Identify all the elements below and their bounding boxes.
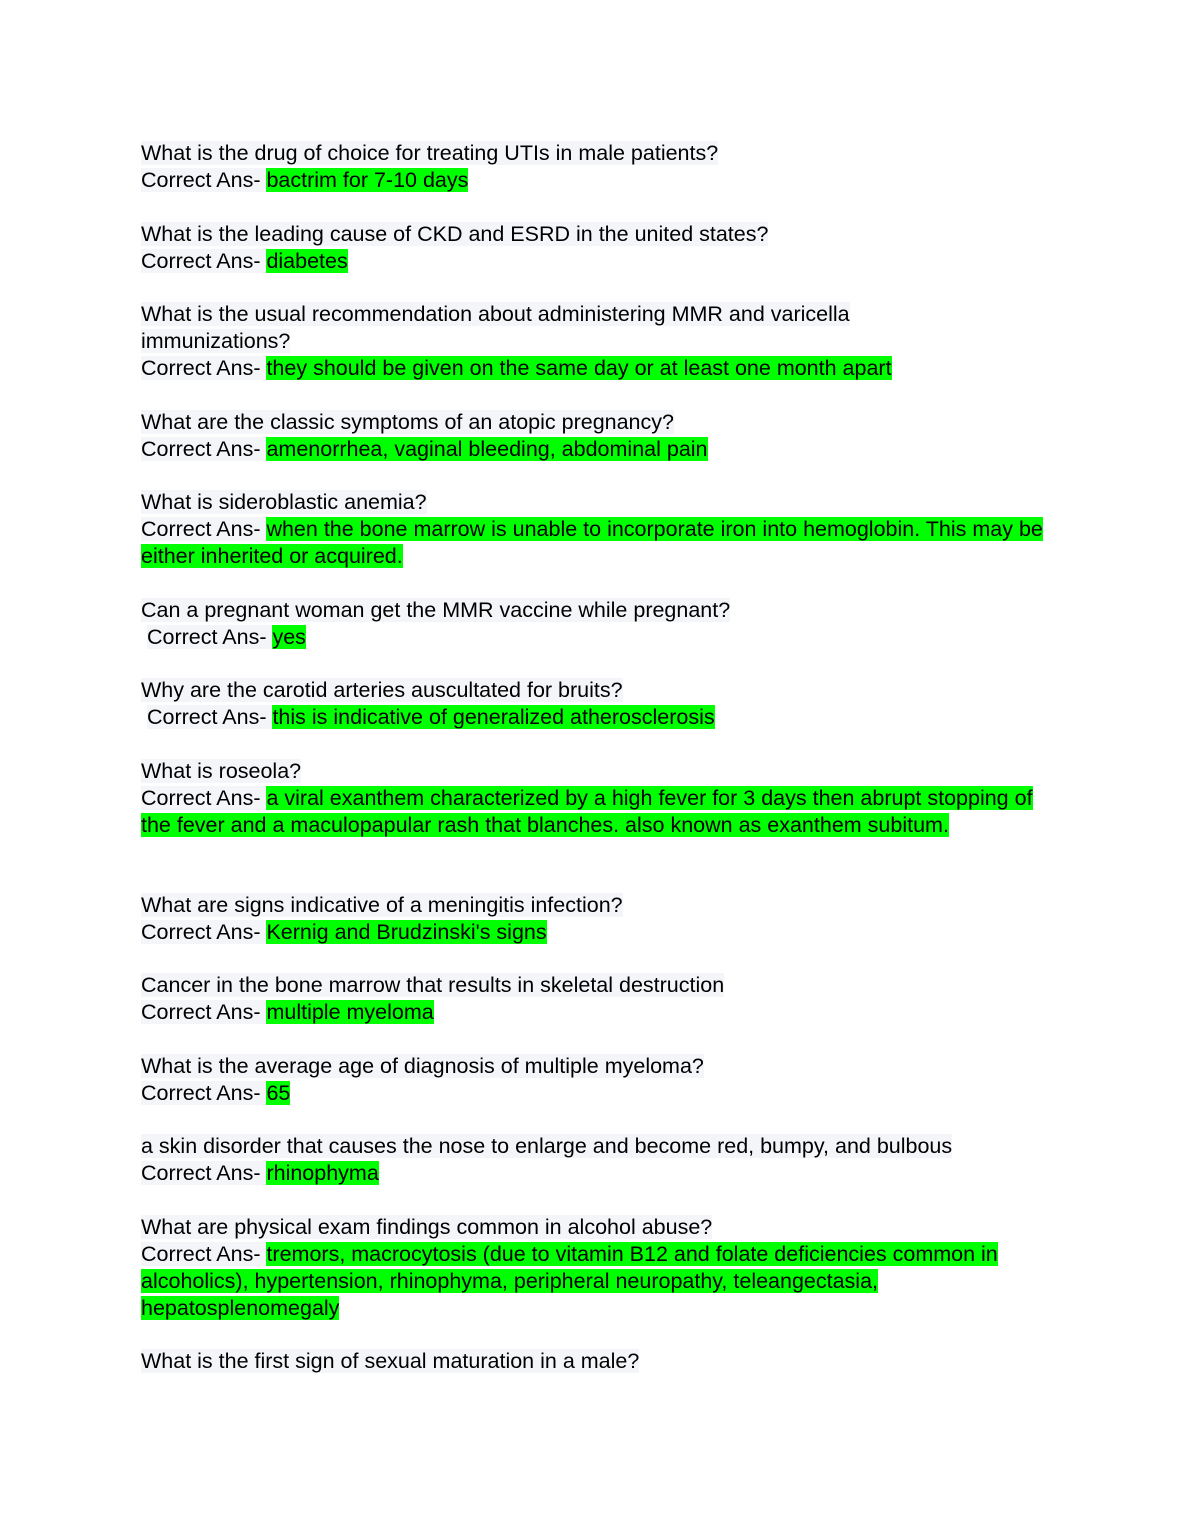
question-text: What are signs indicative of a meningitis infection? <box>141 893 623 917</box>
answer-highlight: yes <box>272 625 306 649</box>
answer-prefix: Correct Ans- <box>147 705 273 729</box>
answer-line <box>141 999 1061 1026</box>
question-text: What is roseola? <box>141 759 302 783</box>
question-text: Cancer in the bone marrow that results in skeletal destruction <box>141 973 725 997</box>
qa-item-14 <box>141 1348 1061 1375</box>
answer-highlight: bactrim for 7-10 days <box>266 168 469 192</box>
answer-prefix: Correct Ans- <box>141 249 267 273</box>
qa-item-9 <box>141 892 1061 946</box>
answer-line <box>141 919 1061 946</box>
qa-item-1 <box>141 140 1061 194</box>
answer-prefix: Correct Ans- <box>141 920 267 944</box>
answer-prefix: Correct Ans- <box>147 625 273 649</box>
answer-line <box>141 785 1051 839</box>
answer-highlight: rhinophyma <box>266 1161 379 1185</box>
answer-line <box>141 1241 1061 1322</box>
answer-line <box>141 704 1061 731</box>
question-text: What is sideroblastic anemia? <box>141 490 427 514</box>
answer-highlight: diabetes <box>266 249 348 273</box>
question-text: Can a pregnant woman get the MMR vaccine while pregnant? <box>141 598 731 622</box>
question-text: Why are the carotid arteries auscultated for bruits? <box>141 678 623 702</box>
qa-item-8 <box>141 758 1051 839</box>
answer-prefix: Correct Ans- <box>141 1000 267 1024</box>
question-text: What is the average age of diagnosis of multiple myeloma? <box>141 1054 704 1078</box>
answer-highlight: 65 <box>266 1081 291 1105</box>
answer-highlight: Kernig and Brudzinski's signs <box>266 920 547 944</box>
answer-prefix: Correct Ans- <box>141 517 267 541</box>
qa-item-6 <box>141 597 1061 651</box>
question-text: What is the leading cause of CKD and ESRD in the united states? <box>141 222 769 246</box>
qa-item-4 <box>141 409 1061 463</box>
answer-highlight: tremors, macrocytosis (due to vitamin B12 and folate deficiencies common in alcoholics), hypertension, rhinophyma, peripheral neuropathy, teleangectasia, hepatosplenomegaly <box>141 1242 998 1320</box>
answer-line <box>141 1080 1061 1107</box>
answer-line <box>141 167 1061 194</box>
answer-prefix: Correct Ans- <box>141 1242 267 1266</box>
question-text: What is the first sign of sexual maturation in a male? <box>141 1349 640 1373</box>
qa-item-7 <box>141 677 1061 731</box>
answer-prefix: Correct Ans- <box>141 1161 267 1185</box>
answer-prefix: Correct Ans- <box>141 356 267 380</box>
answer-highlight: amenorrhea, vaginal bleeding, abdominal pain <box>266 437 708 461</box>
qa-item-13 <box>141 1214 1061 1322</box>
answer-highlight: this is indicative of generalized atherosclerosis <box>272 705 715 729</box>
answer-line <box>141 624 1061 651</box>
answer-prefix: Correct Ans- <box>141 786 267 810</box>
qa-item-12 <box>141 1133 1061 1187</box>
answer-highlight: when the bone marrow is unable to incorporate iron into hemoglobin. This may be either inherited or acquired. <box>141 517 1043 568</box>
answer-prefix: Correct Ans- <box>141 168 267 192</box>
answer-prefix: Correct Ans- <box>141 1081 267 1105</box>
question-text: What are the classic symptoms of an atopic pregnancy? <box>141 410 674 434</box>
answer-highlight: a viral exanthem characterized by a high fever for 3 days then abrupt stopping of the fever and a maculopapular rash that blanches. also known as exanthem subitum. <box>141 786 1033 837</box>
qa-item-2 <box>141 221 1061 275</box>
answer-highlight: multiple myeloma <box>266 1000 434 1024</box>
answer-line <box>141 516 1061 570</box>
qa-item-10 <box>141 972 1061 1026</box>
qa-item-11 <box>141 1053 1061 1107</box>
answer-line <box>141 1160 1061 1187</box>
answer-line <box>141 436 1061 463</box>
question-text: What is the drug of choice for treating UTIs in male patients? <box>141 141 719 165</box>
question-text: a skin disorder that causes the nose to enlarge and become red, bumpy, and bulbous <box>141 1134 953 1158</box>
qa-item-5 <box>141 489 1061 570</box>
answer-prefix: Correct Ans- <box>141 437 267 461</box>
qa-item-3 <box>141 301 921 382</box>
question-text: What are physical exam findings common in alcohol abuse? <box>141 1215 713 1239</box>
answer-highlight: they should be given on the same day or at least one month apart <box>266 356 892 380</box>
question-text: What is the usual recommendation about administering MMR and varicella immunizations? <box>141 302 850 353</box>
answer-line <box>141 355 1061 382</box>
answer-line <box>141 248 1061 275</box>
